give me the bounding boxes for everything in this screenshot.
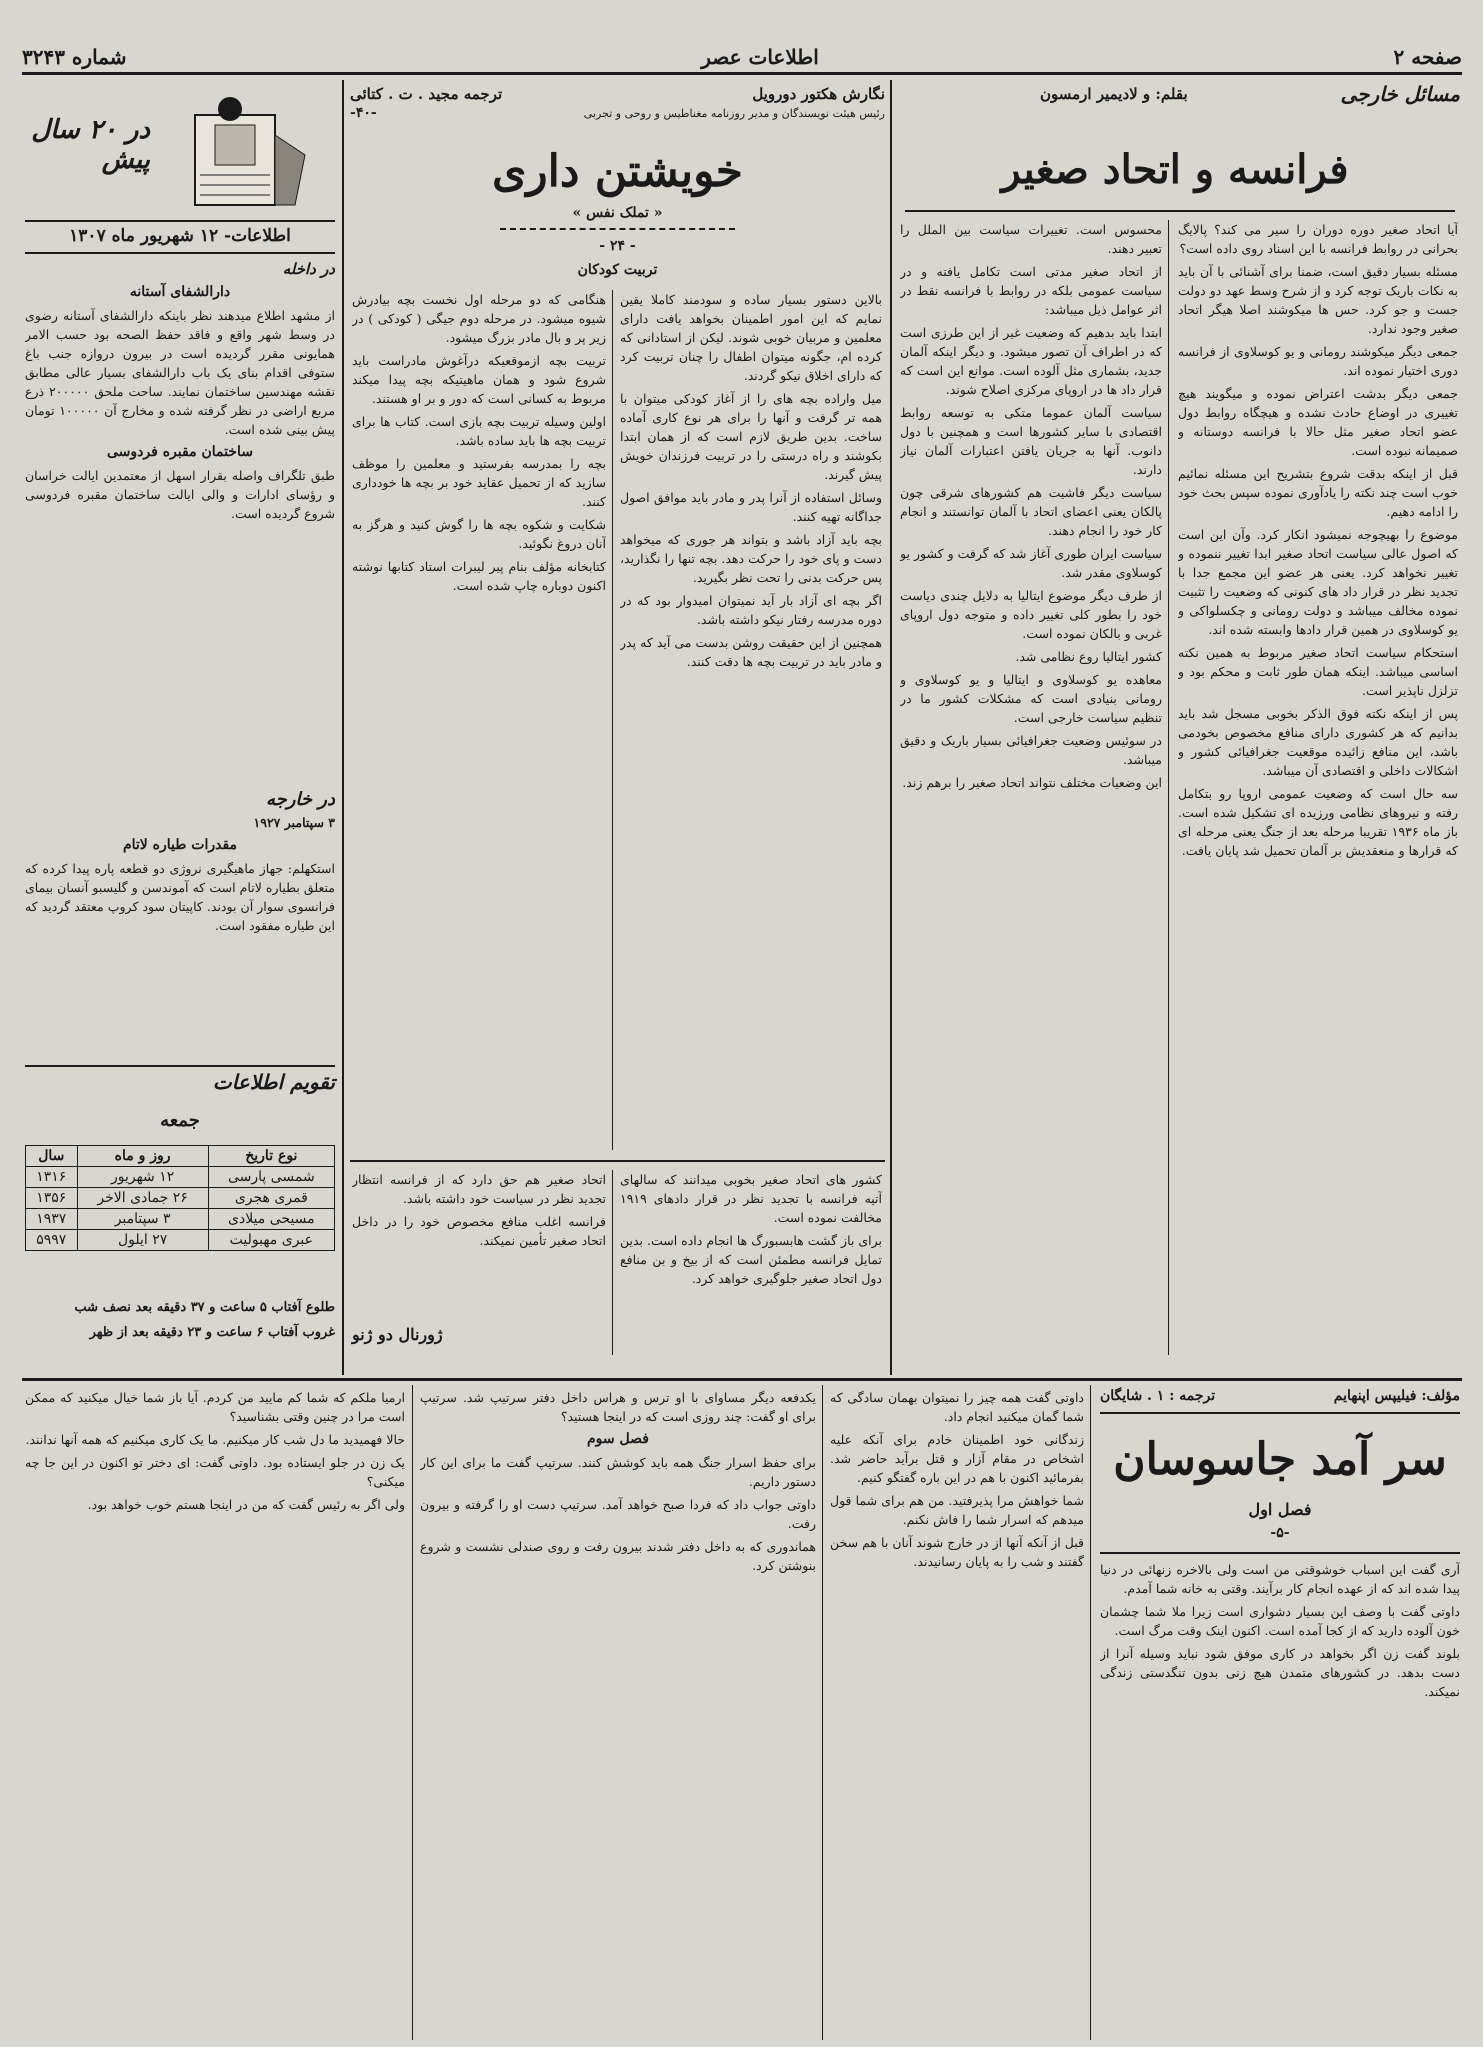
spies-column-3 [420, 1388, 816, 2038]
spies-part: -۵- [1270, 1525, 1290, 1541]
spies-title: سر آمد جاسوسان [1113, 1434, 1447, 1485]
serial-paragraph: همچنین از این حقیقت روشن بدست می آید که پدر و مادر باید در تربیت بچه ها دقت کنند. [620, 635, 882, 669]
spies-paragraph: قبل از آنکه آنها از در خارج شوند آنان با هم سخن گفتند و شب را به پایان رسانیدند. [830, 1535, 1084, 1569]
serial-translator: ترجمه مجید . ت . کتائی [350, 85, 503, 103]
serial-paragraph: تربیت بچه ازموقعیکه درآغوش مادراست باید شروع شود و همان ماهیتیکه بچه پیدا میکند مربوط به کسانی است که دور و بر او هستند. [352, 353, 606, 406]
sunset: غروب آفتاب ۶ ساعت و ۲۳ دقیقه بعد از ظهر [89, 1325, 335, 1340]
news-item3-title: مقدرات طیاره لاتام [122, 837, 238, 853]
twenty-years-date-rule [25, 252, 335, 254]
serial-byline-sub: رئیس هیئت نویسندگان و مدیر روزنامه مغناطیس و روحی و تجربی [583, 107, 885, 120]
journal-paragraph: فرانسه اغلب منافع مخصوص خود را در داخل اتحاد صغیر تأمین نمیکند. [352, 1214, 606, 1248]
spies-chapter: فصل اول [1248, 1500, 1312, 1519]
calendar-row [26, 1209, 335, 1230]
calendar-cell: ۲۷ ایلول [77, 1230, 208, 1251]
calendar-row [26, 1188, 335, 1209]
spies-title-rule [1100, 1552, 1460, 1554]
calendar-header-cell: سال [26, 1146, 78, 1167]
spies-chapter-three: فصل سوم [587, 1431, 649, 1447]
serial-header [350, 85, 885, 140]
calendar-cell: ۵۹۹۷ [26, 1230, 78, 1251]
foreign-paragraph: کشور ایتالیا روع نظامی شد. [1015, 649, 1162, 664]
domestic-news [25, 260, 335, 640]
foreign-paragraph: موضوع را بهیچوجه نمیشود انکار کرد. وآن این است که اصول عالی سیاست اتحاد صغیر ابدا تغییر ننموده و تغییر نخواهد کرد. یعنی هر عضو این مجمع جدا با تجدید نظر در قرار داد های کنونی که وضعیت را تثبیت نموده مخالف میباشد و دولت رومانی و چکسلواکی و یو کوسلاوی در همین قرار دادها وابسته شده اند. [1178, 527, 1458, 637]
foreign-paragraph: در سوئیس وضعیت جغرافیائی بسیار باریک و دقیق میباشد. [900, 733, 1162, 767]
news-item3-text: استکهلم: جهاز ماهیگیری نروژی دو قطعه پاره پیدا کرده که متعلق بطیاره لاتام است که آموندسن و گلیسبو آنسان بیمای فرانسوی سوار آن بودند. کاپیتان سود کروپ معتقد گردید که این طیاره مفقود است. [25, 861, 335, 933]
spies-column-4 [25, 1388, 405, 2038]
foreign-news-label: در خارجه [265, 790, 335, 810]
foreign-byline: بقلم: و لادیمیر ارمسون [1040, 85, 1188, 103]
calendar-label: تقویم اطلاعات [212, 1070, 335, 1094]
foreign-paragraph: سیاست آلمان عموما متکی به توسعه روابط اقتصادی با سایر کشورها است و همچنین با دول دانوب. آنها به جریان یافتن اعتبارات آلمان نیاز دارند. [900, 405, 1162, 477]
calendar-row [26, 1230, 335, 1251]
serial-paragraph: کتابخانه مؤلف بنام پیر لیبرات استاد کتابها نوشته اکنون دوباره چاپ شده است. [352, 559, 606, 593]
spies-byline-rule [1100, 1412, 1460, 1414]
reader-illustration-icon [155, 95, 335, 215]
page-header [22, 44, 1462, 70]
twenty-years-title: در ۲۰ سال پیش [31, 115, 150, 175]
sunrise: طلوع آفتاب ۵ ساعت و ۳۷ دقیقه بعد نصف شب [74, 1300, 335, 1315]
serial-column-left [352, 290, 606, 1150]
foreign-paragraph: قبل از اینکه بدقت شروع بتشریح این مسئله نمائیم خوب است چند نکته را یادآوری نموده سپس بحث خود را ادامه دهیم. [1178, 466, 1458, 519]
foreign-title-rule [905, 210, 1455, 212]
journal-signature: ژورنال دو ژنو [352, 1325, 443, 1344]
spies-paragraph: زندگانی خود اطمینان خادم برای آنکه علیه اشخاص در مقام آزار و قتل برآید حاضر شد. بفرمائید اکنون با هم در این باره گفتگو کنیم. [830, 1432, 1084, 1485]
serial-paragraph: وسائل استفاده از آنرا پدر و مادر باید موافق اصول جداگانه تهیه کنند. [620, 490, 882, 524]
journal-paragraph: برای باز گشت هابسبورگ ها انجام داده است. بدین تمایل فرانسه مطمئن است که از بیخ و بن منافع دول اتحاد صغیر جلوگیری خواهد کرد. [620, 1233, 882, 1286]
divider-foreign-serial [890, 80, 892, 1375]
serial-section: تربیت کودکان [577, 262, 658, 278]
serial-paragraph: بچه باید آزاد باشد و بتواند هر جوری که میخواهد دست و پای خود را حرکت دهد. بچه تنها را نگذارید، پس حرکت بدنی را تحت نظر بگیرید. [620, 532, 882, 585]
foreign-paragraph: سیاست دیگر فاشیت هم کشورهای شرقی چون پالکان یعنی اعضای اتحاد با آلمان توانستند و انجام کار خود را انجام دهند. [900, 485, 1162, 538]
foreign-paragraph: پس از اینکه نکته فوق الذکر بخوبی مسجل شد باید بدانیم که هر کشوری دارای منافع مخصوص بخودمی باشد، این منافع زائیده موقعیت جغرافیائی کشور و اشکالات داخلی و اقتصادی آن میباشد. [1178, 706, 1458, 778]
serial-paragraph: هنگامی که دو مرحله اول نخست بچه بیادرش شیوه میشود. در مرحله دوم جیگی ( کودکی ) در زیر پر و بال مادر بزرگ میشود. [352, 292, 606, 345]
calendar-header-cell: روز و ماه [77, 1146, 208, 1167]
calendar-cell: ۱۳۱۶ [26, 1167, 78, 1188]
spies-paragraph: یکدفعه دیگر مساوای با او ترس و هراس داخل دفتر سرتیپ شد. سرتیپ برای او گفت: چند روزی است که در اینجا هستید؟ [420, 1390, 816, 1424]
calendar-top-rule [25, 1065, 335, 1067]
foreign-paragraph: محسوس است. تغییرات سیاست بین الملل را تعبیر دهند. [900, 222, 1162, 256]
calendar-cell: عبری مهبولیت [208, 1230, 334, 1251]
spies-paragraph: ارمیا ملکم که شما کم مایید من کردم. آیا باز شما خیال میکنید که ممکن است مرا در چنین وقتی بشناسید؟ [25, 1390, 405, 1424]
twenty-years-rule [25, 220, 335, 222]
calendar-cell: ۱۹۳۷ [26, 1209, 78, 1230]
spies-paragraph: برای حفظ اسرار جنگ همه باید کوشش کنند. سرتیپ گفت ما برای این کار دستور داریم. [420, 1455, 816, 1489]
spies-paragraph: یک زن در جلو ایستاده بود. داوتی گفت: ای دختر تو اکنون در این جا چه میکنی؟ [25, 1455, 405, 1489]
calendar-row [26, 1167, 335, 1188]
calendar-cell: ۳ سپتامبر [77, 1209, 208, 1230]
foreign-news [25, 790, 335, 1060]
foreign-paragraph: معاهده یو کوسلاوی و ایتالیا و یو کوسلاوی و رومانی بنیادی است که مشکلات کشور ما در تنظیم سیاست خارجی است. [900, 672, 1162, 725]
calendar-table [25, 1145, 335, 1251]
foreign-column-divider [1168, 220, 1169, 1355]
spies-paragraph: حالا فهمیدید ما دل شب کار میکنیم. ما یک کاری میکنیم که همه آنها ندانند. [25, 1432, 405, 1447]
calendar-header-row [26, 1146, 335, 1167]
calendar-cell: قمری هجری [208, 1188, 334, 1209]
spies-column-2 [830, 1388, 1084, 2038]
calendar-header-cell: نوع تاریخ [208, 1146, 334, 1167]
calendar-cell: ۲۶ جمادی الاخر [77, 1188, 208, 1209]
news-item1-title: دارالشفای آستانه [129, 284, 231, 300]
serial-chapter: - ۲۴ - [599, 238, 636, 254]
foreign-paragraph: مسئله بسیار دقیق است، ضمنا برای آشنائی با آن باید به نکات باریک توجه کرد و از شرح وسط عهد دو دولت جست و جو کرد. حس ها میکوشند اصلا هیگر اتحاد صغیر وجود ندارد. [1178, 264, 1458, 336]
foreign-paragraph: از طرف دیگر موضوع ایتالیا به دلایل چندی دیاست خود را بطور کلی تغییر داده و متوجه دول اروپای غربی و بالکان نموده است. [900, 588, 1162, 641]
twenty-years-date: اطلاعات- ۱۲ شهریور ماه ۱۳۰۷ [69, 226, 291, 246]
journal-column-left [352, 1170, 606, 1320]
news-item2-text: طبق تلگراف واصله بقرار اسهل از معتمدین ایالت خراسان و رؤسای ادارات و والی ایالت ساختمان مقبره فردوسی شروع گردیده است. [25, 468, 335, 521]
page-number: صفحه ۲ [1393, 45, 1462, 69]
header-rule [22, 72, 1462, 75]
serial-paragraph: اگر بچه ای آزاد بار آید نمیتوان امیدوار بود که در دوره مدرسه رفتار نیکو داشته باشد. [620, 593, 882, 627]
domestic-label: در داخله [282, 260, 335, 278]
spies-paragraph: آری گفت این اسباب خوشوقتی من است ولی بالاخره زنهائی در دنیا پیدا شده اند که از عهده انجام کار برآیند. وقتی به خانه شما آمدم. [1100, 1562, 1460, 1596]
lower-section-rule [22, 1378, 1462, 1381]
serial-paragraph: شکایت و شکوه بچه ها را گوش کنید و هرگز به آنان دروغ نگوئید. [352, 517, 606, 551]
journal-paragraph: کشور های اتحاد صغیر بخوبی میدانند که سالهای آتیه فرانسه با تجدید نظر در قرار دادهای ۱۹۱۹ مخالفت نموده است. [620, 1172, 882, 1225]
foreign-header [1040, 85, 1460, 135]
foreign-paragraph: جمعی دیگر بدشت اعتراض نموده و میگویند هیچ تغییری در اوضاع حادث نشده و هیچگاه روابط دول عضو اتحاد صغیر مثل حالا با فرانسه دوستانه و صمیمانه نبوده است. [1178, 386, 1458, 458]
journal-column-divider [612, 1170, 613, 1355]
serial-end-rule [350, 1160, 885, 1162]
issue-number: شماره ۳۲۴۳ [22, 45, 127, 69]
foreign-paragraph: استحکام سیاست اتحاد صغیر مربوط به همین نکته اساسی میباشد. اینکه همان طور ثابت و محکم بود و تزلزل ناپذیر است. [1178, 645, 1458, 698]
calendar-cell: مسیحی میلادی [208, 1209, 334, 1230]
calendar-table-wrap [25, 1145, 335, 1251]
spies-divider-3 [412, 1385, 413, 2040]
spies-divider-1 [1090, 1385, 1091, 2040]
news-item1-text: از مشهد اطلاع میدهند نظر باینکه دارالشفای آستانه رضوی در وسط شهر واقع و فاقد حفظ الصحه بود حسب الامر همایونی مقرر گردیده است در بیرون دروازه جنب باغ ستوفی اقدام بنای یک باب دارالشفای بسیار عالی مطابق نقشه مهندسین ساختمان نمایند. ساحت ملحق ۲۰۰۰۰۰ ذرع مربع اراضی در نظر گرفته شده و مخارج آن ۱۰۰۰۰۰ تومان پیش بینی شده است. [25, 308, 335, 437]
journal-paragraph: اتحاد صغیر هم حق دارد که از فرانسه انتظار تجدید نظر در سیاست خود داشته باشد. [352, 1172, 606, 1206]
foreign-paragraph: سیاست ایران طوری آغاز شد که گرفت و کشور یو کوسلاوی مقدر شد. [900, 546, 1162, 580]
spies-paragraph: داوتی جواب داد که فردا صبح خواهد آمد. سرتیپ دست او را گرفته و بیرون رفت. [420, 1497, 816, 1531]
spies-paragraph: بلوند گفت زن اگر بخواهد در کاری موفق شود نباید وسیله آنرا از دست بدهد. در کشورهای متمدن هیچ زنی بدون تنگدستی زندگی نمیکند. [1100, 1646, 1460, 1699]
foreign-paragraph: از اتحاد صغیر مدتی است تکامل یافته و در سیاست عمومی بلکه در روابط با فرانسه نقط در اثر عوامل ذیل میباشد: [900, 264, 1162, 317]
calendar-weekday: جمعه [160, 1110, 200, 1131]
serial-subtitle: « تملک نفس » [572, 205, 663, 221]
serial-column-right [620, 290, 882, 1150]
foreign-news-date: ۳ سپتامبر ۱۹۲۷ [253, 815, 335, 830]
spies-paragraph: شما خواهش مرا پذیرفتید. من هم برای شما قول میدهم که اسرار شما را فاش نکنم. [830, 1493, 1084, 1527]
spies-paragraph: ولی اگر به رئیس گفت که من در اینجا هستم خوب خواهد بود. [87, 1497, 405, 1512]
serial-column-divider [612, 290, 613, 1150]
foreign-column-left [900, 220, 1162, 1355]
calendar-cell: شمسی پارسی [208, 1167, 334, 1188]
foreign-section-label: مسائل خارجی [1340, 85, 1460, 106]
spies-paragraph: داوتی گفت با وصف این بسیار دشواری است زیرا ملا شما چشمان خون آلوده دارید که از کجا آمده است. اکنون اینک وقت مرگ است. [1100, 1604, 1460, 1638]
serial-dashed-rule [500, 228, 735, 230]
calendar-cell: ۱۳۵۶ [26, 1188, 78, 1209]
spies-paragraph: هماندوری که به داخل دفتر شدند بیرون رفت و روی صندلی نشست و شروع بنوشتن کرد. [420, 1539, 816, 1573]
foreign-paragraph: این وضعیات مختلف نتواند اتحاد صغیر را برهم زند. [902, 775, 1162, 790]
news-item2-title: ساختمان مقبره فردوسی [107, 444, 253, 460]
serial-paragraph: میل واراده بچه های را از آغاز کودکی میتوان با همه تر گرفت و آنها را برای هر نوع کاری آماده ساخت. بدین طریق لازم است که از همان ابتدا بکوشند و راه درستی را در تربیت فرزندان خویش پیش گیرند. [620, 391, 882, 482]
serial-paragraph: اولین وسیله تربیت بچه بازی است. کتاب ها برای تربیت بچه ها باید ساده باشد. [352, 414, 606, 448]
foreign-paragraph: ابتدا باید بدهیم که وضعیت غیر از این طرزی است که در اطراف آن تصور میشود. و دیگر اینکه آلمان جدید، بشماری مثل آلوده است. موانع این است که قرار داد ها در اروپای مرکزی اصلاح شوند. [900, 325, 1162, 397]
foreign-paragraph: جمعی دیگر میکوشند رومانی و یو کوسلاوی از فرانسه دوری اختیار نموده اند. [1178, 344, 1458, 378]
spies-byline [1100, 1388, 1460, 1404]
spies-authors: مؤلف: فیلیپس اپنهایم [1333, 1388, 1460, 1404]
spies-divider-2 [822, 1385, 823, 2040]
serial-paragraph: بچه را بمدرسه بفرستید و معلمین را موظف سازید که از تحمیل عقاید خود بر بچه ها خودداری کنند. [352, 456, 606, 509]
serial-byline: نگارش هکتور دورویل [752, 85, 885, 103]
serial-number: -۴۰- [350, 105, 377, 121]
foreign-title: فرانسه و اتحاد صغیر [1001, 146, 1349, 193]
divider-serial-twenty [342, 80, 344, 1375]
calendar-cell: ۱۲ شهریور [77, 1167, 208, 1188]
journal-column-right [620, 1170, 882, 1340]
foreign-paragraph: سه حال است که وضعیت عمومی اروپا رو بتکامل رفته و نیروهای نظامی ورزیده ای تشکیل شده است. باز ماه ۱۹۳۶ تقریبا مرحله بعد از جنگ یعنی مرحله ای که قرارها و منعقدیش بر آلمان تحمیل شد پایان یافت. [1178, 786, 1458, 858]
foreign-column-right [1178, 220, 1458, 1355]
serial-title: خویشتن داری [491, 146, 744, 197]
foreign-paragraph: آیا اتحاد صغیر دوره دوران را سیر می کند؟ پالایگ بحرانی در روابط فرانسه با این اسناد روی داده است؟ [1178, 222, 1458, 256]
serial-paragraph: بالاین دستور بسیار ساده و سودمند کاملا یقین نمایم که این امور اطمینان بخواهد یافت دارای معلمین و مربیان خوبی شوند. لیکن از استادانی که کرده ام، جگونه میتوان اطفال را چنان تربیت کرد که دارای اخلاق نیکو گردند. [620, 292, 882, 383]
spies-translator: ترجمه : ۱ . شایگان [1100, 1388, 1216, 1404]
paper-name: اطلاعات عصر [701, 45, 819, 69]
spies-column-right [1100, 1560, 1460, 2040]
spies-paragraph: داوتی گفت همه چیز را نمیتوان بهمان سادگی که شما گمان میکنید انجام داد. [830, 1390, 1084, 1424]
